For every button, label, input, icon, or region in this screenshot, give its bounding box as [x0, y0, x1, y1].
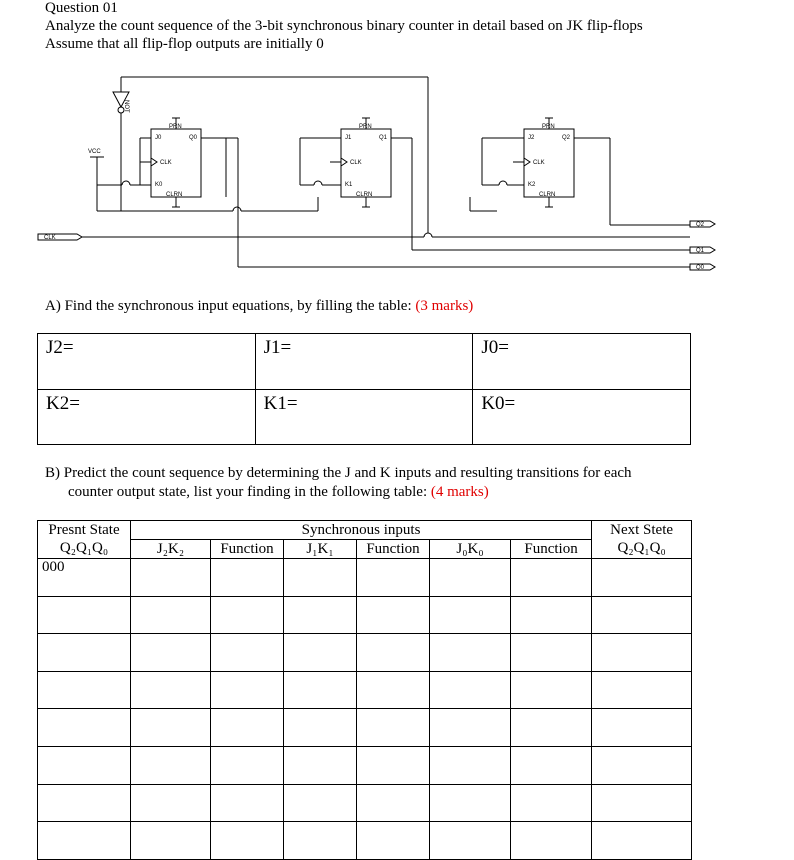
table-cell[interactable] — [284, 784, 357, 822]
ff1-j-label: J1 — [345, 135, 352, 141]
ff0-clk-label: CLK — [160, 160, 172, 166]
present-state-cell[interactable]: 000 — [38, 559, 131, 597]
header-j1k1: J₁K₁ — [284, 540, 357, 559]
table-cell[interactable] — [131, 634, 211, 672]
table-cell[interactable] — [430, 559, 511, 597]
table-cell[interactable] — [211, 559, 284, 597]
question-assumption: Assume that all flip-flop outputs are initially 0 — [45, 36, 324, 52]
table-cell[interactable] — [131, 559, 211, 597]
q1-output-label: Q1 — [696, 248, 705, 254]
header-next-state: Next Stete — [592, 521, 692, 540]
not-gate-label: NOT — [123, 100, 129, 113]
header-present-state: Presnt State — [38, 521, 131, 540]
table-cell[interactable] — [38, 709, 131, 747]
table-cell[interactable] — [511, 596, 592, 634]
j2-cell[interactable]: J2= — [38, 334, 256, 390]
table-cell[interactable] — [38, 746, 131, 784]
table-cell[interactable] — [38, 671, 131, 709]
table-cell[interactable] — [38, 634, 131, 672]
table-cell[interactable] — [357, 596, 430, 634]
table-cell[interactable] — [511, 822, 592, 860]
clk-input-label: CLK — [44, 235, 56, 241]
table-cell[interactable] — [284, 746, 357, 784]
ff1-k-label: K1 — [345, 182, 353, 188]
table-cell[interactable] — [131, 746, 211, 784]
table-cell[interactable] — [511, 634, 592, 672]
table-cell[interactable] — [357, 671, 430, 709]
table-cell[interactable] — [211, 634, 284, 672]
table-cell[interactable] — [131, 596, 211, 634]
table-cell[interactable] — [430, 634, 511, 672]
table-cell[interactable] — [131, 709, 211, 747]
ff1-clrn-label: CLRN — [356, 192, 373, 198]
table-cell[interactable] — [592, 822, 692, 860]
part-a-text: A) Find the synchronous input equations, by filling the table: — [45, 298, 416, 314]
header-next-sub: Q₂Q₁Q₀ — [592, 540, 692, 559]
k1-cell[interactable]: K1= — [255, 389, 473, 445]
ff2-q-label: Q2 — [562, 135, 571, 141]
table-cell[interactable] — [284, 634, 357, 672]
counter-circuit-diagram — [0, 70, 794, 285]
ff2-k-label: K2 — [528, 182, 536, 188]
table-cell[interactable] — [211, 746, 284, 784]
table-cell[interactable] — [211, 596, 284, 634]
table-cell[interactable] — [284, 671, 357, 709]
table-cell[interactable] — [592, 596, 692, 634]
table-cell[interactable] — [592, 559, 692, 597]
k0-cell[interactable]: K0= — [473, 389, 691, 445]
table-cell[interactable] — [284, 709, 357, 747]
question-text: Analyze the count sequence of the 3-bit synchronous binary counter in detail based on JK flip-flops — [45, 18, 643, 34]
table-cell[interactable] — [211, 709, 284, 747]
table-cell[interactable] — [284, 559, 357, 597]
table-cell[interactable] — [592, 784, 692, 822]
k2-cell[interactable]: K2= — [38, 389, 256, 445]
table-cell[interactable] — [430, 746, 511, 784]
table-cell[interactable] — [430, 822, 511, 860]
table-cell[interactable] — [511, 746, 592, 784]
table-cell[interactable] — [357, 784, 430, 822]
ff0-clrn-label: CLRN — [166, 192, 183, 198]
ff2-prn-label: PRN — [542, 124, 555, 130]
table-cell[interactable] — [131, 784, 211, 822]
table-cell[interactable] — [430, 784, 511, 822]
table-cell[interactable] — [38, 784, 131, 822]
part-b-prompt-line1: B) Predict the count sequence by determining the J and K inputs and resulting transitions for each — [45, 465, 632, 481]
table-cell[interactable] — [131, 671, 211, 709]
ff1-q-label: Q1 — [379, 135, 388, 141]
vcc-label: VCC — [88, 149, 101, 155]
table-cell[interactable] — [284, 822, 357, 860]
table-cell[interactable] — [511, 671, 592, 709]
ff2-clk-label: CLK — [533, 160, 545, 166]
part-b-prompt-line2 — [68, 483, 489, 502]
header-function-1: Function — [357, 540, 430, 559]
table-cell[interactable] — [38, 822, 131, 860]
ff0-j-label: J0 — [155, 135, 162, 141]
ff2-clrn-label: CLRN — [539, 192, 556, 198]
table-cell[interactable] — [284, 596, 357, 634]
table-cell[interactable] — [592, 709, 692, 747]
table-cell[interactable] — [357, 822, 430, 860]
header-function-2: Function — [211, 540, 284, 559]
sequence-table — [37, 520, 692, 860]
q0-output-label: Q0 — [696, 265, 705, 271]
table-cell[interactable] — [592, 634, 692, 672]
part-b-marks: (4 marks) — [430, 484, 489, 500]
header-function-0: Function — [511, 540, 592, 559]
ff2-j-label: J2 — [528, 135, 535, 141]
table-cell[interactable] — [211, 671, 284, 709]
ff0-k-label: K0 — [155, 182, 163, 188]
part-a-prompt — [45, 297, 473, 316]
part-a-marks: (3 marks) — [415, 298, 474, 314]
table-cell[interactable] — [511, 709, 592, 747]
table-cell[interactable] — [357, 634, 430, 672]
table-cell[interactable] — [38, 596, 131, 634]
table-cell[interactable] — [511, 784, 592, 822]
table-cell[interactable] — [211, 822, 284, 860]
ff0-prn-label: PRN — [169, 124, 182, 130]
equations-table — [37, 333, 691, 445]
ff0-q-label: Q0 — [189, 135, 198, 141]
ff1-clk-label: CLK — [350, 160, 362, 166]
table-cell[interactable] — [357, 559, 430, 597]
table-cell[interactable] — [430, 671, 511, 709]
table-cell[interactable] — [357, 709, 430, 747]
table-cell[interactable] — [430, 596, 511, 634]
table-cell[interactable] — [211, 784, 284, 822]
ff1-prn-label: PRN — [359, 124, 372, 130]
table-cell[interactable] — [592, 671, 692, 709]
header-synchronous-inputs: Synchronous inputs — [131, 521, 592, 540]
table-cell[interactable] — [511, 559, 592, 597]
header-present-sub: Q₂Q₁Q₀ — [38, 540, 131, 559]
header-j2k2: J₂K₂ — [131, 540, 211, 559]
table-cell[interactable] — [357, 746, 430, 784]
j1-cell[interactable]: J1= — [255, 334, 473, 390]
part-b-text: counter output state, list your finding in the following table: — [68, 484, 431, 500]
question-title: Question 01 — [45, 0, 118, 16]
j0-cell[interactable]: J0= — [473, 334, 691, 390]
table-cell[interactable] — [592, 746, 692, 784]
table-cell[interactable] — [131, 822, 211, 860]
q2-output-label: Q2 — [696, 222, 705, 228]
table-cell[interactable] — [430, 709, 511, 747]
header-j0k0: J₀K₀ — [430, 540, 511, 559]
